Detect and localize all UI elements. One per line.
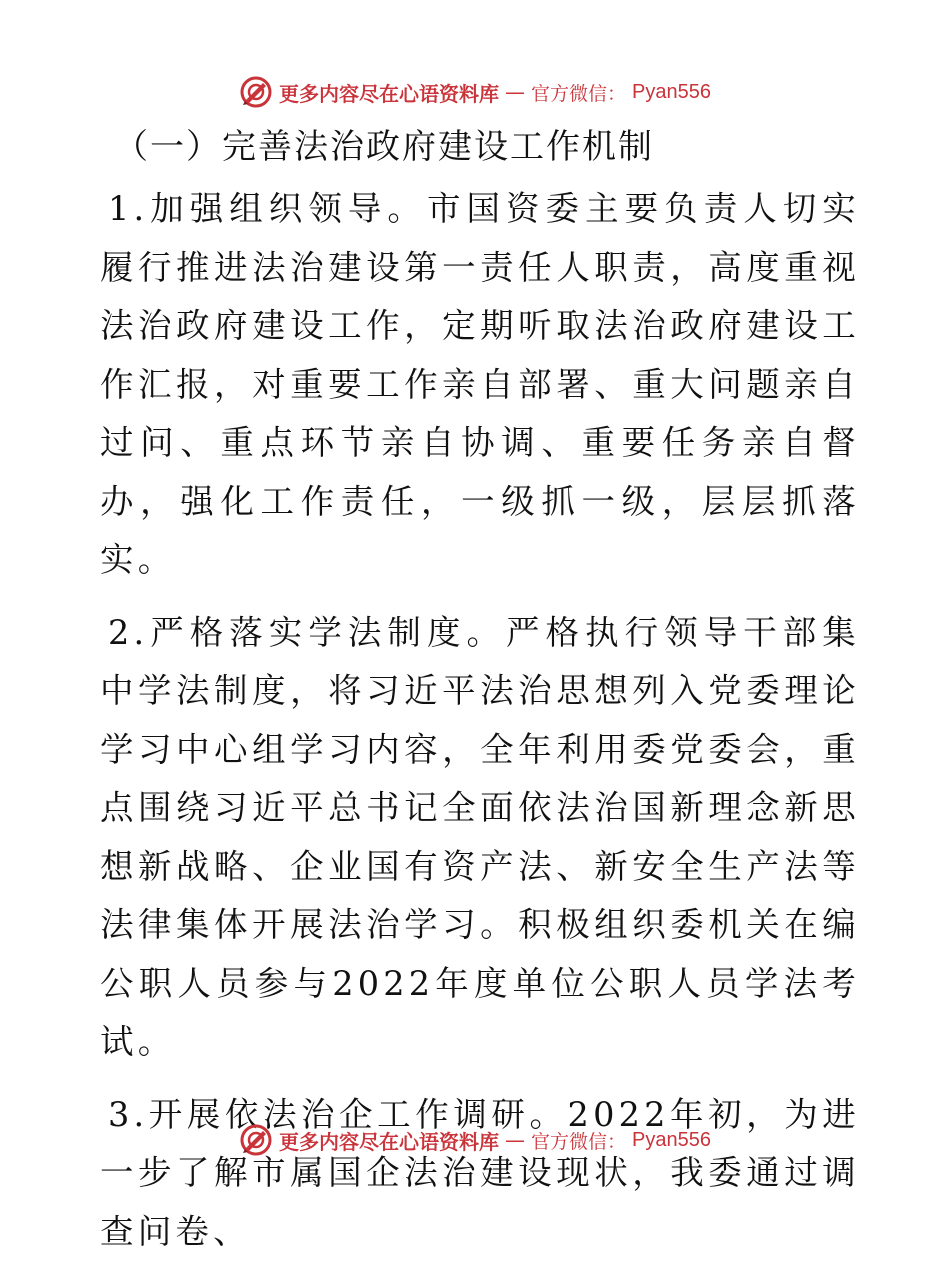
watermark-text: 更多内容尽在心语资料库 [279, 1129, 499, 1154]
paragraph-1: 1.加强组织领导。市国资委主要负责人切实履行推进法治建设第一责任人职责，高度重视法治政府建设工作，定期听取法治政府建设工作汇报，对重要工作亲自部署、重大问题亲自过问、重点环节亲自协调、重要任务亲自督办，强化工作责任，一级抓一级，层层抓落实。 [100, 189, 860, 579]
paragraph-3: 3.开展依法治企工作调研。2022年初，为进一步了解市属国企法治建设现状，我委通过调查问卷、 [100, 1094, 860, 1251]
watermark-dash: — [505, 80, 525, 104]
watermark-label: 官方微信： [531, 82, 627, 105]
watermark-label: 官方微信： [531, 1130, 627, 1153]
seal-logo-icon [239, 75, 273, 109]
seal-logo-icon [239, 1123, 273, 1157]
watermark-text: 更多内容尽在心语资料库 [279, 81, 499, 106]
section-heading: （一）完善法治政府建设工作机制 [114, 127, 654, 167]
watermark-wechat-id: Pyan556 [632, 1128, 711, 1151]
header-watermark [0, 72, 950, 112]
watermark-dash: — [505, 1128, 525, 1152]
document-body [100, 118, 860, 1275]
watermark-wechat-id: Pyan556 [632, 80, 711, 103]
footer-watermark [0, 1120, 950, 1160]
paragraph-2: 2.严格落实学法制度。严格执行领导干部集中学法制度，将习近平法治思想列入党委理论学习中心组学习内容，全年利用委党委会，重点围绕习近平总书记全面依法治国新理念新思想新战略、企业国有资产法、新安全生产法等法律集体开展法治学习。积极组织委机关在编公职人员参与2022年度单位公职人员学法考试。 [100, 612, 860, 1061]
